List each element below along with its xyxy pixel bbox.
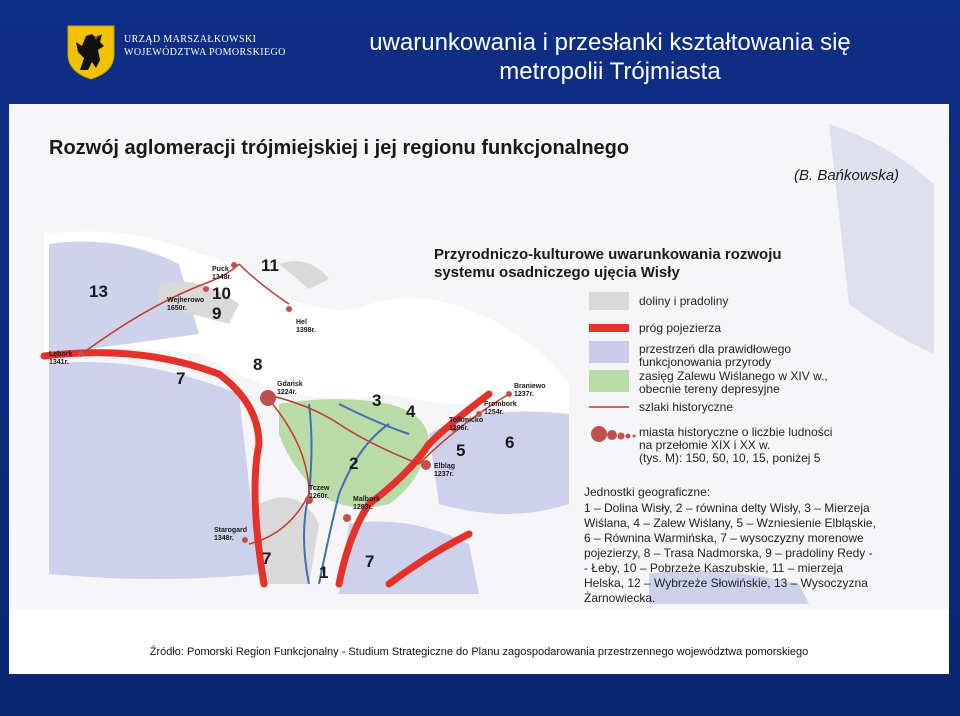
town-marker-malbork (343, 514, 351, 522)
town-marker-elblag (421, 460, 431, 470)
legend-swatch-lagoon (589, 370, 629, 392)
town-year: 1254r. (484, 409, 504, 416)
title-line-2: metropolii Trójmiasta (499, 58, 721, 85)
town-name: Lębork (49, 351, 73, 358)
map-subheading-line-2: systemu osadniczego ujęcia Wisły (434, 264, 680, 281)
town-marker-braniewo (506, 391, 512, 397)
map-heading: Rozwój aglomeracji trójmiejskiej i jej regionu funkcjonalnego (49, 137, 630, 159)
legend-label-0: doliny i pradoliny (639, 294, 729, 308)
town-year: 1348r. (212, 274, 232, 281)
town-marker-starogard (242, 537, 248, 543)
units-line-0: 1 – Dolina Wisły, 2 – równina delty Wisły, 3 – Mierzeja (584, 501, 870, 515)
town-marker-lebork (78, 351, 84, 357)
units-line-6: Żarnowiecka. (584, 591, 656, 605)
town-year: 1341r. (49, 359, 69, 366)
town-year: 1398r. (296, 327, 316, 334)
town-year: 1224r. (277, 389, 297, 396)
legend-label-2a: przestrzeń dla prawidłowego (639, 342, 792, 356)
town-name: Wejherowo (167, 297, 205, 304)
legend-label-5c: (tys. M): 150, 50, 10, 15, poniżej 5 (639, 451, 821, 465)
town-name: Puck (212, 266, 229, 273)
legend-label-2b: funkcjonowania przyrody (639, 355, 772, 369)
town-year: 1348r. (214, 535, 234, 542)
legend-swatch-valleys (589, 292, 629, 310)
town-year: 1260r. (309, 493, 329, 500)
unit-number: 7 (176, 369, 186, 388)
town-year: 1283r. (353, 504, 373, 511)
unit-number: 3 (372, 391, 382, 410)
town-marker-hel (286, 306, 292, 312)
unit-number: 1 (319, 563, 329, 582)
map-subheading-line-1: Przyrodniczo-kulturowe uwarunkowania rozwoju (434, 246, 782, 263)
town-name: Braniewo (514, 383, 546, 390)
unit-number: 10 (212, 284, 231, 303)
unit-number: 8 (253, 355, 263, 374)
legend-label-4: szlaki historyczne (639, 400, 734, 414)
unit-number: 13 (89, 282, 108, 301)
town-year: 1296r. (449, 425, 469, 432)
legend-label-5b: na przełomie XIX i XX w. (639, 438, 771, 452)
town-name: Starogard (214, 527, 248, 534)
unit-number: 4 (406, 402, 416, 421)
legend-swatch-nature (589, 341, 629, 363)
legend-label-3b: obecnie tereny depresyjne (639, 382, 780, 396)
town-name: Frombork (484, 401, 517, 408)
legend-label-5a: miasta historyczne o liczbie ludności (639, 425, 833, 439)
units-line-1: Wiślana, 4 – Zalew Wiślany, 5 – Wzniesienie Elbląskie, (584, 516, 876, 530)
unit-number: 7 (262, 549, 272, 568)
unit-number: 5 (456, 441, 466, 460)
org-line-2: WOJEWÓDZTWA POMORSKIEGO (124, 47, 286, 58)
units-line-4: - Łeby, 10 – Pobrzeże Kaszubskie, 11 – mierzeja (584, 561, 844, 575)
town-name: Malbork (353, 496, 380, 503)
town-year: 1650r. (167, 305, 187, 312)
town-marker-gdansk (260, 390, 276, 406)
town-name: Gdańsk (277, 381, 303, 388)
map-author: (B. Bańkowska) (794, 167, 900, 184)
map-figure (9, 104, 949, 609)
town-name: Hel (296, 319, 307, 326)
griffin-coat-of-arms-icon (66, 24, 116, 80)
town-year: 1237r. (434, 471, 454, 478)
unit-number: 9 (212, 304, 222, 323)
org-line-1: URZĄD MARSZAŁKOWSKI (124, 34, 257, 45)
organization-name (124, 33, 286, 59)
unit-number: 6 (505, 433, 515, 452)
town-name: Tolkmicko (449, 417, 484, 424)
legend-label-1: próg pojezierza (639, 321, 722, 335)
title-line-1: uwarunkowania i przesłanki kształtowania się (369, 29, 851, 56)
legend-swatch-escarpment (589, 324, 629, 332)
units-line-5: Helska, 12 – Wybrzeże Słowińskie, 13 – Wysoczyzna (584, 576, 868, 590)
page-title (290, 28, 930, 86)
town-marker-puck (231, 262, 237, 268)
unit-number: 2 (349, 454, 359, 473)
legend-label-3a: zasięg Zalewu Wiślanego w XIV w., (639, 369, 828, 383)
units-line-2: 6 – Równina Warmińska, 7 – wysoczyzny morenowe (584, 531, 864, 545)
units-line-3: pojezierzy, 8 – Trasa Nadmorska, 9 – pradoliny Redy - (584, 546, 873, 560)
units-heading: Jednostki geograficzne: (584, 485, 711, 499)
unit-number: 7 (365, 552, 375, 571)
header (0, 0, 960, 104)
town-year: 1237r. (514, 391, 534, 398)
town-name: Elbląg (434, 463, 456, 470)
unit-number: 11 (261, 256, 279, 275)
town-name: Tczew (309, 485, 330, 492)
source-note: Źródło: Pomorski Region Funkcjonalny - Studium Strategiczne do Planu zagospodarowania przestrzennego województwa pomorskiego (149, 646, 809, 658)
town-marker-wejherowo (203, 286, 209, 292)
